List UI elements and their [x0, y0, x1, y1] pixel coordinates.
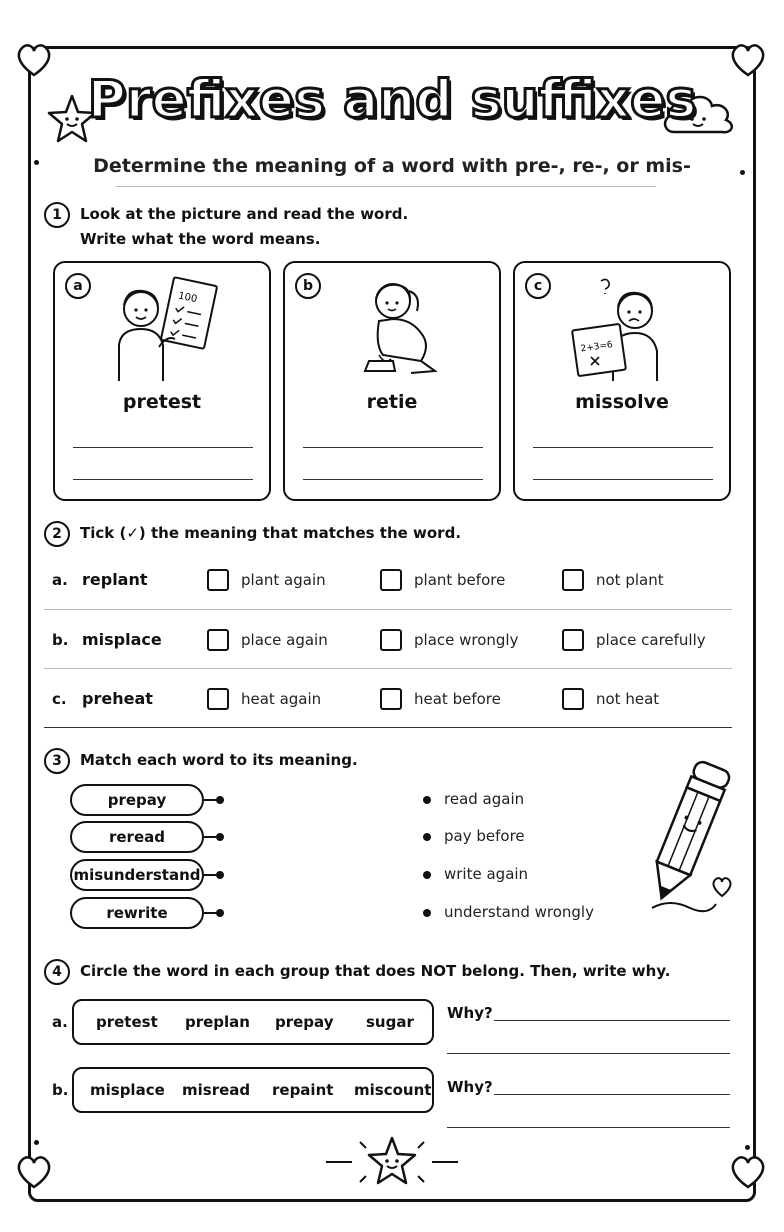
question-instruction: Tick (✓) the meaning that matches the word. [80, 524, 462, 542]
match-dot[interactable] [216, 871, 224, 879]
smiling-star-icon [322, 1132, 462, 1194]
heart-icon [728, 1154, 768, 1190]
option-text: not plant [596, 571, 664, 589]
group-word[interactable]: prepay [275, 1013, 334, 1031]
boy-holding-test-illustration [105, 275, 225, 385]
row-letter: b. [52, 631, 69, 649]
answer-line[interactable] [303, 479, 483, 480]
tick-checkbox[interactable] [207, 688, 229, 710]
row-letter: c. [52, 690, 67, 708]
group-word[interactable]: preplan [185, 1013, 250, 1031]
option-text: plant before [414, 571, 506, 589]
tick-checkbox[interactable] [562, 569, 584, 591]
match-dot[interactable] [216, 909, 224, 917]
match-word[interactable]: reread [70, 821, 204, 853]
question-number: 1 [44, 202, 70, 228]
match-meaning: read again [444, 790, 525, 808]
question-instruction: Circle the word in each group that does NOT belong. Then, write why. [80, 962, 671, 980]
answer-line[interactable] [73, 479, 253, 480]
match-dot[interactable] [423, 796, 431, 804]
match-meaning: write again [444, 865, 529, 883]
question-instruction: Match each word to its meaning. [80, 751, 358, 769]
option-text: heat before [414, 690, 501, 708]
question-instruction: Look at the picture and read the word. [80, 205, 409, 223]
group-word[interactable]: sugar [366, 1013, 414, 1031]
page-title: Prefixes and suffixes [87, 70, 697, 130]
question-number: 4 [44, 959, 70, 985]
match-word[interactable]: misunderstand [70, 859, 204, 891]
row-divider [44, 609, 732, 610]
match-dot[interactable] [423, 909, 431, 917]
group-word[interactable]: pretest [96, 1013, 158, 1031]
picture-card-c [513, 261, 731, 501]
why-label: Why? [447, 1078, 493, 1096]
question-number: 2 [44, 521, 70, 547]
tick-checkbox[interactable] [380, 629, 402, 651]
answer-line[interactable] [533, 479, 713, 480]
decor-dot [34, 1140, 39, 1145]
match-dot[interactable] [216, 833, 224, 841]
match-dot[interactable] [216, 796, 224, 804]
paper-score-text: 100 [177, 290, 199, 306]
row-word: replant [82, 570, 148, 589]
subtitle-divider [116, 186, 656, 187]
tick-checkbox[interactable] [380, 569, 402, 591]
decor-dot [745, 1145, 750, 1150]
girl-tying-shoe-illustration [335, 275, 455, 385]
picture-card-b [283, 261, 501, 501]
question-instruction: Write what the word means. [80, 230, 321, 248]
group-word[interactable]: misread [182, 1081, 251, 1099]
group-word[interactable]: miscount [354, 1081, 432, 1099]
row-letter: a. [52, 571, 68, 589]
option-text: place again [241, 631, 328, 649]
card-word: pretest [122, 391, 202, 413]
match-dot[interactable] [423, 833, 431, 841]
group-word[interactable]: repaint [272, 1081, 334, 1099]
match-dot[interactable] [423, 871, 431, 879]
paper-math-text: 2+3=6 [580, 340, 614, 355]
row-letter: a. [52, 1013, 68, 1031]
option-text: heat again [241, 690, 322, 708]
card-letter: b [295, 273, 321, 299]
heart-icon [14, 1154, 54, 1190]
row-word: misplace [82, 630, 162, 649]
picture-card-a [53, 261, 271, 501]
card-word: retie [366, 391, 418, 413]
answer-line[interactable] [73, 447, 253, 448]
tick-checkbox[interactable] [562, 629, 584, 651]
answer-line[interactable] [447, 1127, 730, 1128]
answer-line[interactable] [447, 1053, 730, 1054]
row-word: preheat [82, 689, 153, 708]
tick-checkbox[interactable] [562, 688, 584, 710]
option-text: place wrongly [414, 631, 519, 649]
card-word: missolve [575, 391, 669, 413]
group-word[interactable]: misplace [90, 1081, 165, 1099]
smiling-pencil-icon [630, 758, 740, 918]
word-group-a [72, 999, 434, 1045]
why-label: Why? [447, 1004, 493, 1022]
card-letter: a [65, 273, 91, 299]
page-subtitle: Determine the meaning of a word with pre-, re-, or mis- [93, 155, 691, 177]
option-text: plant again [241, 571, 326, 589]
option-text: place carefully [596, 631, 706, 649]
word-group-b [72, 1067, 434, 1113]
tick-checkbox[interactable] [207, 629, 229, 651]
tick-checkbox[interactable] [380, 688, 402, 710]
answer-line[interactable] [533, 447, 713, 448]
tick-checkbox[interactable] [207, 569, 229, 591]
card-letter: c [525, 273, 551, 299]
question-number: 3 [44, 748, 70, 774]
option-text: not heat [596, 690, 660, 708]
answer-line[interactable] [494, 1020, 730, 1021]
match-word[interactable]: prepay [70, 784, 204, 816]
confused-boy-with-paper-illustration [565, 275, 685, 385]
match-meaning: pay before [444, 827, 525, 845]
row-letter: b. [52, 1081, 69, 1099]
row-divider [44, 668, 732, 669]
answer-line[interactable] [494, 1094, 730, 1095]
section-divider [44, 727, 732, 728]
match-word[interactable]: rewrite [70, 897, 204, 929]
match-meaning: understand wrongly [444, 903, 594, 921]
answer-line[interactable] [303, 447, 483, 448]
